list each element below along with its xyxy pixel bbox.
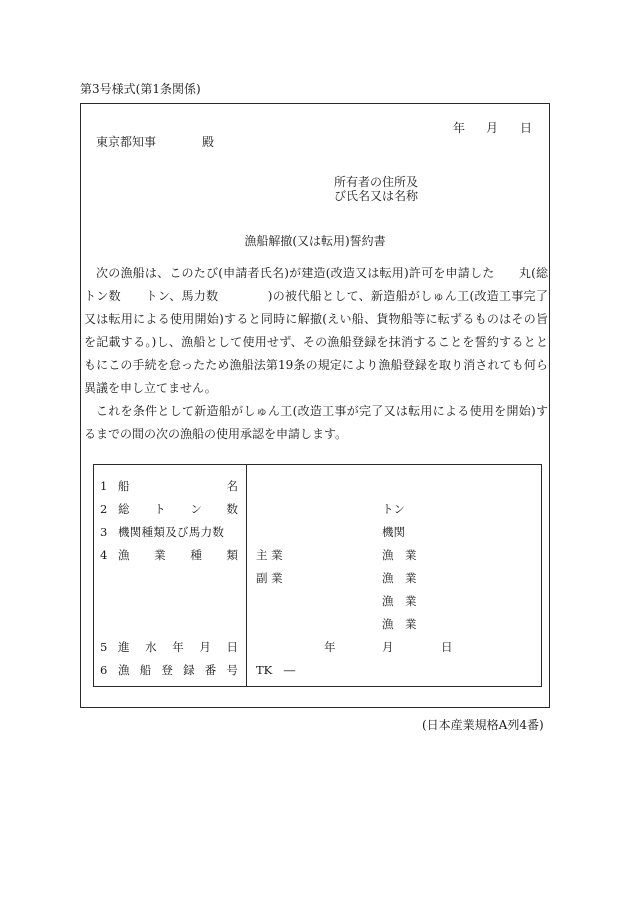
row-number: 1 — [100, 479, 108, 493]
pledge-paragraph: 次の漁船は、このたび(申請者氏名)が建造(改造又は転用)許可を申請した 丸(総トン数 トン、馬力数 )の被代船として、新造船がしゅん工(改造工事完了又は転用による使用開始)すると同時に解撤(えい船、貨物船等に転ずるものはその旨を記載する。)し、漁船として使用せず、その漁船登録を抹消することを誓約するとともにこの手続を怠ったため漁船法第19条の規定により漁船登録を取り消されても何ら異議を申し立てません。 — [84, 266, 548, 395]
vessel-items-table — [93, 464, 542, 687]
row-number: 3 — [100, 525, 108, 539]
addressee: 東京都知事 — [96, 135, 157, 149]
paper-size-note: (日本産業規格A列4番) — [422, 718, 544, 732]
owner-label-line2: び氏名又は名称 — [334, 189, 419, 203]
fishery-entry: 漁 業 — [382, 571, 417, 585]
row-number: 6 — [100, 663, 108, 677]
table-divider — [246, 465, 247, 686]
row-label-vessel-name: 船 名 — [118, 479, 238, 493]
tonnage-unit: トン — [382, 502, 405, 516]
fishery-entry: 漁 業 — [382, 548, 417, 562]
launch-year-label: 年 — [324, 640, 336, 654]
row-number: 5 — [100, 640, 108, 654]
row-number: 2 — [100, 502, 108, 516]
row-label-fishery-type: 漁 業 種 類 — [118, 548, 238, 562]
body-text — [84, 262, 548, 446]
fishery-entry: 漁 業 — [382, 594, 417, 608]
date-month-label: 月 — [486, 121, 499, 135]
form-number: 第3号様式(第1条関係) — [80, 82, 201, 96]
sub-business-label: 副 業 — [256, 571, 283, 585]
honorific: 殿 — [202, 135, 215, 149]
main-business-label: 主 業 — [256, 548, 283, 562]
launch-month-label: 月 — [382, 640, 394, 654]
fishery-entry: 漁 業 — [382, 617, 417, 631]
row-number: 4 — [100, 548, 108, 562]
document-title: 漁船解撤(又は転用)誓約書 — [244, 234, 386, 248]
date-year-label: 年 — [453, 121, 466, 135]
launch-day-label: 日 — [441, 640, 453, 654]
row-label-launch-date: 進 水 年 月 日 — [118, 640, 238, 654]
date-day-label: 日 — [520, 121, 533, 135]
row-label-registration-number: 漁 船 登 録 番 号 — [118, 663, 238, 677]
engine-unit: 機関 — [382, 525, 405, 539]
owner-label-line1: 所有者の住所及 — [334, 175, 419, 189]
registration-prefix: TK ― — [256, 663, 296, 677]
row-label-engine: 機関種類及び馬力数 — [118, 525, 225, 539]
request-paragraph: これを条件として新造船がしゅん工(改造工事が完了又は転用による使用を開始)するまでの間の次の漁船の使用承認を申請します。 — [84, 404, 548, 441]
row-label-gross-tonnage: 総 ト ン 数 — [118, 502, 238, 516]
